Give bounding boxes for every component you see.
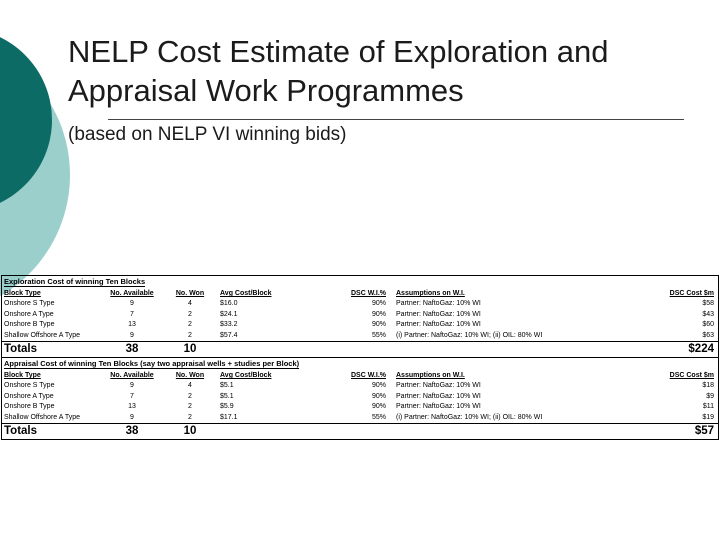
totals-label: Totals [4,343,38,355]
cell: 55% [371,331,386,339]
cell: $16.0 [220,300,238,307]
col-header: No. Won [175,290,205,297]
col-header: DSC W.I.% [350,372,386,379]
totals-won: 10 [183,425,197,437]
totals-cost: $224 [688,343,714,355]
totals-available: 38 [125,343,139,355]
cell: Onshore A Type [4,310,54,318]
exploration-section [2,276,718,358]
cell: Onshore S Type [4,382,55,389]
cell: 2 [188,321,192,328]
slide-title: NELP Cost Estimate of Exploration and Appraisal Work Programmes [68,34,609,108]
cell: 9 [130,331,134,339]
cell: $17.1 [220,413,238,421]
col-header: Block Type [4,290,41,297]
cell: Partner: NaftoGaz: 10% WI [396,382,481,389]
totals-cost: $57 [694,425,714,437]
table-row [2,402,718,413]
table-row [2,331,718,342]
cell: $9 [706,392,714,400]
cell: 90% [371,382,386,389]
slide-subtitle: (based on NELP VI winning bids) [68,124,347,145]
col-header: DSC W.I.% [350,290,386,297]
cell: 90% [371,300,386,307]
cell: 4 [188,382,192,389]
cell: 9 [130,300,134,307]
cell: 9 [130,413,134,421]
col-header: No. Won [175,372,205,379]
table-row [2,381,718,392]
cell: Partner: NaftoGaz: 10% WI [396,403,481,410]
cell: $5.1 [220,392,234,400]
cell: 90% [371,403,386,410]
col-header: Avg Cost/Block [220,372,272,379]
col-header: No. Available [110,290,154,297]
cell: 2 [188,310,192,318]
table-row [2,320,718,331]
cell: Partner: NaftoGaz: 10% WI [396,392,481,400]
cell: $24.1 [220,310,238,318]
col-header: Avg Cost/Block [220,290,272,297]
cell: $57.4 [220,331,238,339]
totals-row [2,341,718,357]
cell: 9 [130,382,134,389]
cell: $58 [702,300,714,307]
cell: (i) Partner: NaftoGaz: 10% WI; (ii) OIL: 80% WI [396,413,543,421]
col-header: No. Available [110,372,154,379]
col-header: Block Type [4,372,41,379]
header-row [2,288,718,299]
title-underline [108,119,684,120]
cell: 13 [128,403,136,410]
cell: (i) Partner: NaftoGaz: 10% WI; (ii) OIL: 80% WI [396,331,543,339]
appraisal-section [2,358,718,439]
cost-table [1,275,719,440]
cell: Partner: NaftoGaz: 10% WI [396,321,481,328]
cell: Onshore S Type [4,300,55,307]
cell: $11 [702,403,714,410]
cell: 4 [188,300,192,307]
cell: 90% [371,310,386,318]
cell: 2 [188,413,192,421]
cell: $5.1 [220,382,234,389]
cell: Onshore B Type [4,321,55,328]
totals-available: 38 [125,425,139,437]
totals-label: Totals [4,425,38,437]
table-row [2,413,718,424]
cell: Partner: NaftoGaz: 10% WI [396,300,481,307]
table-row [2,299,718,310]
cell: Shallow Offshore A Type [4,331,81,339]
col-header: Assumptions on W.I. [396,290,465,297]
table-row [2,392,718,403]
cell: $63 [702,331,714,339]
cell: 2 [188,331,192,339]
cell: 90% [371,321,386,328]
cell: 7 [130,310,134,318]
cell: $18 [702,382,714,389]
cell: Partner: NaftoGaz: 10% WI [396,310,481,318]
col-header: DSC Cost $m [669,290,714,297]
cell: 90% [371,392,386,400]
cell: Onshore A Type [4,392,54,400]
cell: Shallow Offshore A Type [4,413,81,421]
cell: $33.2 [220,321,238,328]
cell: 13 [128,321,136,328]
table-row [2,310,718,321]
cell: $5.9 [220,403,234,410]
cell: 2 [188,392,192,400]
col-header: Assumptions on W.I. [396,372,465,379]
cell: $60 [702,321,714,328]
header-row [2,370,718,381]
cell: $19 [702,413,714,421]
totals-won: 10 [183,343,197,355]
section-title: Appraisal Cost of winning Ten Blocks (say two appraisal wells + studies per Block) [4,359,300,368]
section-title: Exploration Cost of winning Ten Blocks [4,277,146,286]
cell: 55% [371,413,386,421]
col-header: DSC Cost $m [669,372,714,379]
cell: 2 [188,403,192,410]
cell: $43 [702,310,714,318]
cell: Onshore B Type [4,403,55,410]
totals-row [2,423,718,439]
cell: 7 [130,392,134,400]
